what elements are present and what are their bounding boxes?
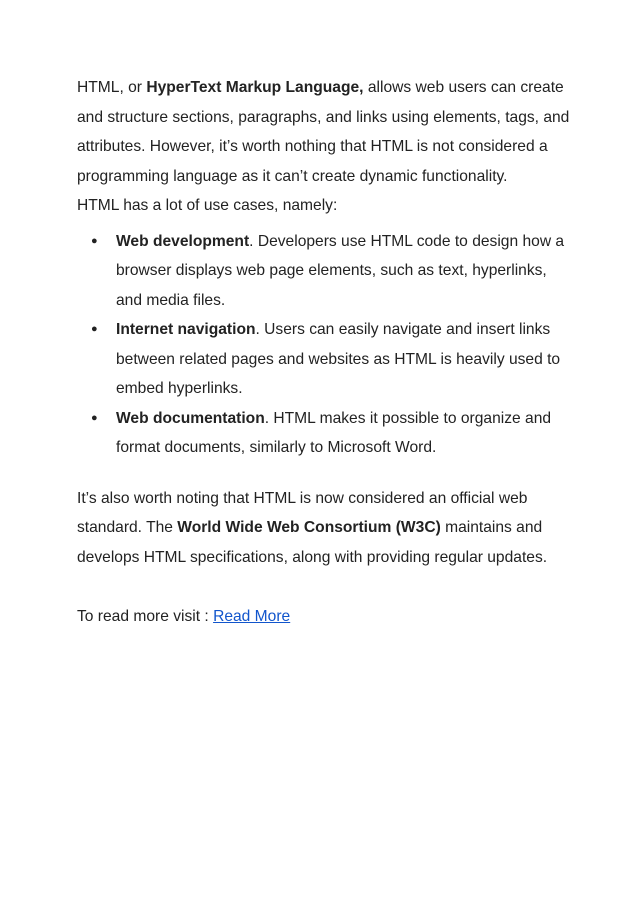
standard-suffix: maintains and develops HTML specifications, along with providing regular updates. [77, 519, 548, 566]
use-cases-intro: HTML has a lot of use cases, namely: [77, 197, 338, 214]
list-item [77, 227, 577, 316]
read-more-link[interactable]: Read More [213, 608, 291, 625]
use-case-title: Web development [116, 232, 250, 250]
bullet-icon: ● [91, 234, 98, 247]
use-case-text: . Developers use HTML code to design how a browser displays web page elements, such as text, hyperlinks, and media files. [116, 232, 565, 309]
standard-bold-term: World Wide Web Consortium (W3C) [177, 519, 441, 536]
spacer [77, 463, 577, 484]
list-item [77, 315, 577, 404]
use-case-text: . HTML makes it possible to organize and format documents, similarly to Microsoft Word. [116, 409, 552, 456]
use-case-text: . Users can easily navigate and insert links between related pages and websites as HTML is heavily used to embed hyperlinks. [116, 321, 561, 397]
intro-prefix: HTML, or [77, 79, 147, 96]
list-item [77, 404, 577, 463]
read-more-prefix: To read more visit : [77, 608, 214, 625]
intro-bold-term: HyperText Markup Language, [146, 79, 364, 96]
intro-paragraph [77, 73, 577, 191]
standard-prefix: It’s also worth noting that HTML is now considered an official web standard. The [77, 489, 528, 536]
read-more-line [77, 602, 577, 632]
use-case-title: Internet navigation [116, 321, 256, 338]
intro-suffix: allows web users can create and structure sections, paragraphs, and links using elements, tags, and attributes. However, it’s worth nothing that HTML is not considered a programming language as it can’t create dynamic functionality. [77, 79, 570, 185]
bullet-icon: ● [91, 323, 98, 335]
bullet-icon: ● [91, 411, 98, 424]
document-page [77, 73, 577, 632]
use-cases-list [77, 227, 577, 463]
spacer [77, 572, 577, 602]
use-case-title: Web documentation [116, 409, 265, 427]
standard-paragraph [77, 484, 577, 573]
